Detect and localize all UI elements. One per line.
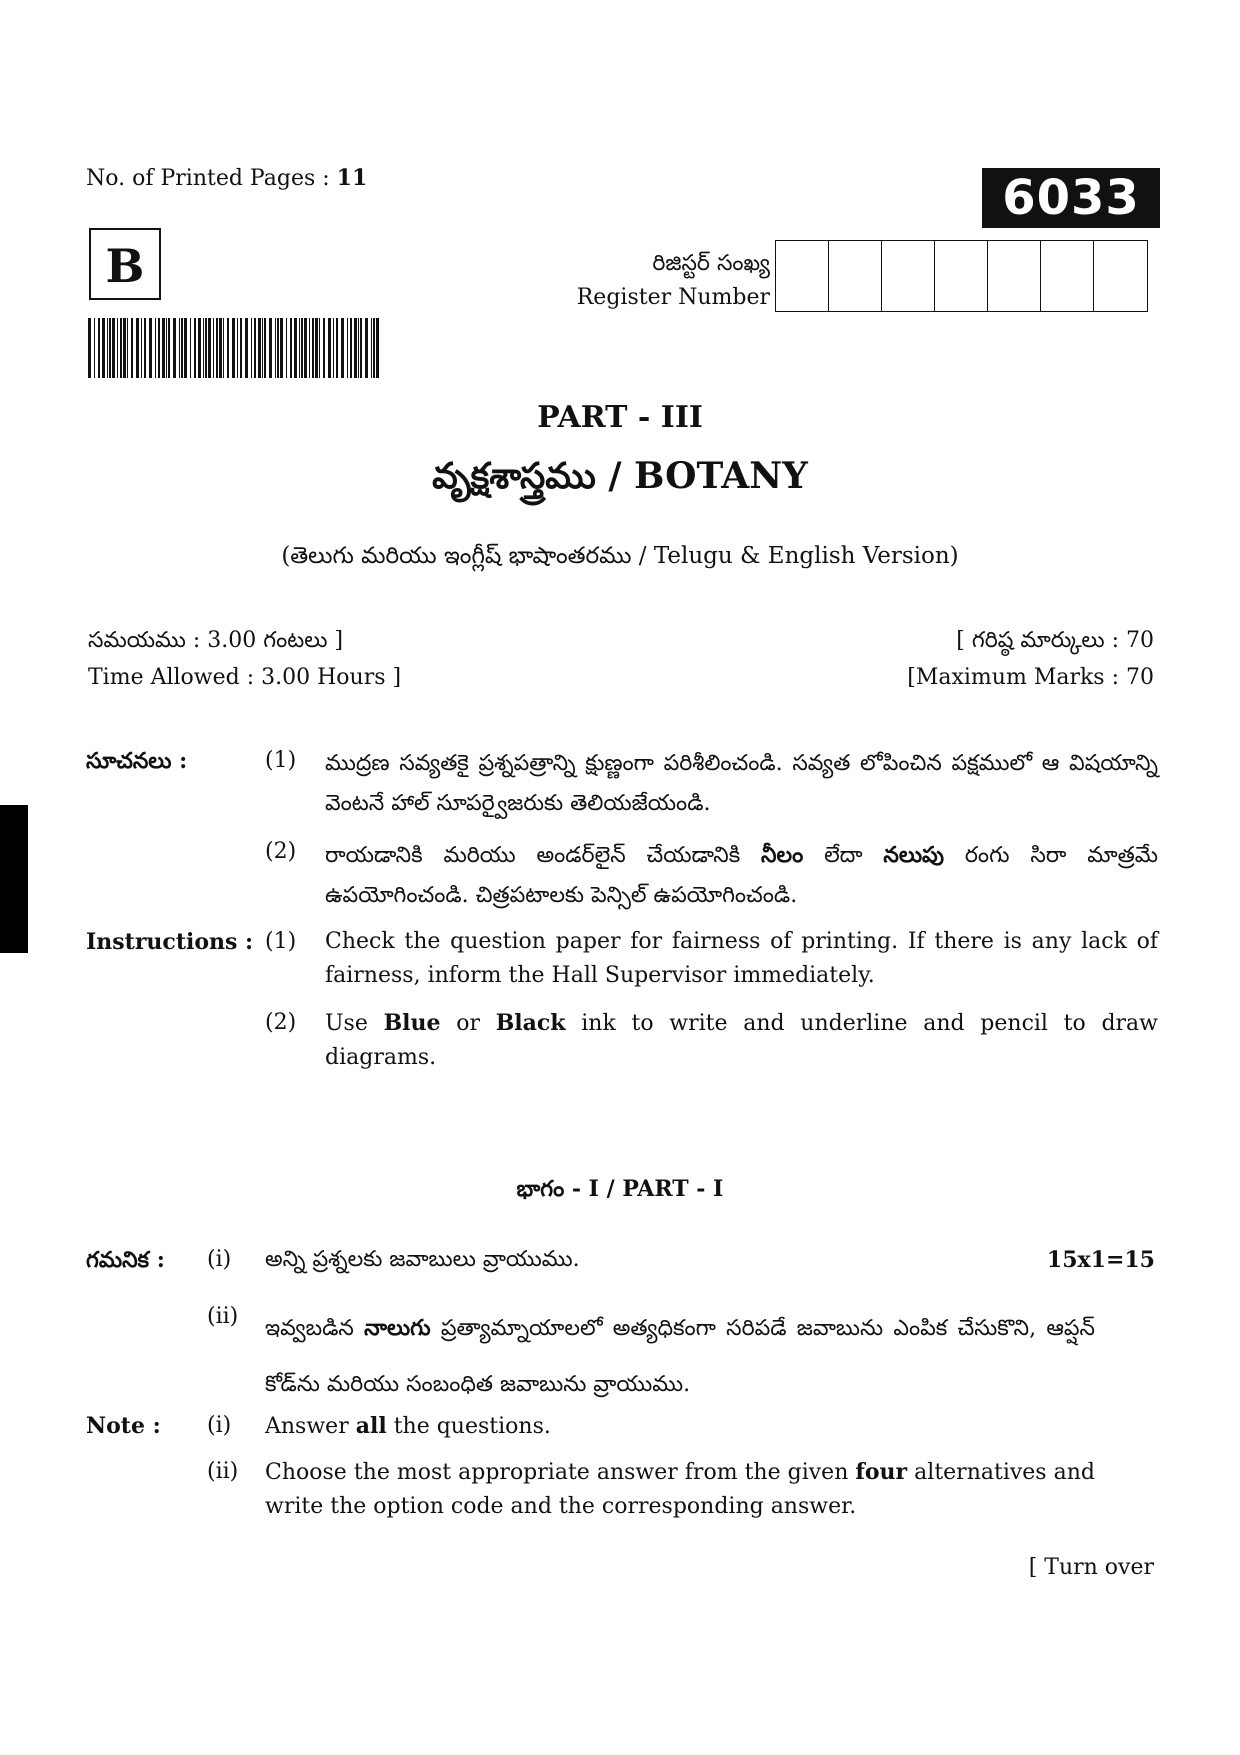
marks-te: [ గరిష్ఠ మార్కులు : 70	[956, 628, 1154, 653]
register-cell[interactable]	[776, 241, 829, 311]
note-en-2-bold-four: four	[855, 1459, 908, 1485]
version-line: (తెలుగు మరియు ఇంగ్లీష్ భాషాంతరము / Telugu & English Version)	[281, 543, 959, 569]
register-cell[interactable]	[988, 241, 1041, 311]
register-cell[interactable]	[1041, 241, 1094, 311]
section-marks: 15x1=15	[1046, 1247, 1155, 1273]
instruction-te-2-text: లేదా	[803, 843, 884, 868]
note-te-1-num: (i)	[207, 1247, 232, 1272]
printed-pages	[86, 165, 367, 191]
note-en-1-text: the questions.	[386, 1414, 551, 1439]
barcode	[88, 318, 384, 378]
part-title: PART - III	[537, 400, 703, 435]
instruction-en-2-bold-blue: Blue	[383, 1010, 441, 1036]
paper-code: 6033	[982, 168, 1160, 228]
instruction-en-1: Check the question paper for fairness of printing. If there is any lack of fairness, inform the Hall Supervisor immediately.	[325, 929, 1158, 988]
time-te: సమయము : 3.00 గంటలు ]	[88, 628, 344, 653]
time-en: Time Allowed : 3.00 Hours ]	[88, 665, 402, 690]
note-en-2-text: alternatives and write the option code and the corresponding answer.	[265, 1460, 1095, 1519]
note-te-2-bold-four: నాలుగు	[364, 1315, 431, 1341]
instruction-te-2-bold-blue: నీలం	[761, 842, 804, 868]
instruction-te-2-text: రంగు సిరా మాత్రమే ఉపయోగించండి. చిత్రపటాలకు పెన్సిల్ ఉపయోగించండి.	[325, 843, 1158, 908]
note-en-label: Note :	[86, 1413, 161, 1439]
instruction-te-2-bold-black: నలుపు	[883, 842, 945, 868]
register-number-grid	[775, 240, 1148, 312]
note-te-label: గమనిక :	[86, 1247, 165, 1273]
note-en-1-text: Answer	[265, 1414, 356, 1439]
note-en-2-num: (ii)	[207, 1459, 239, 1484]
subject-title: వృక్షశాస్త్రము / BOTANY	[432, 455, 808, 497]
instruction-en-2-bold-black: Black	[495, 1010, 566, 1036]
instruction-en-2-text: Use	[325, 1011, 384, 1036]
margin-strip	[0, 805, 28, 953]
register-cell[interactable]	[1094, 241, 1147, 311]
note-te-2-text: ప్రత్యామ్నాయాలలో అత్యధికంగా సరిపడే జవాబును ఎంపిక చేసుకొని, ఆప్షన్ కోడ్‌ను మరియు సంబంధిత జవాబును వ్రాయుము.	[265, 1316, 1095, 1397]
instruction-en-2-num: (2)	[265, 1010, 297, 1035]
printed-pages-label: No. of Printed Pages :	[86, 166, 330, 191]
register-cell[interactable]	[882, 241, 935, 311]
instruction-en-2-text: ink to write and underline and pencil to draw diagrams.	[325, 1011, 1159, 1070]
instruction-te-1-num: (1)	[265, 748, 297, 773]
series-box: B	[89, 228, 161, 300]
note-en-2	[265, 1455, 1095, 1524]
turn-over: [ Turn over	[1028, 1555, 1154, 1580]
instruction-en-1-num: (1)	[265, 929, 297, 954]
note-te-1: అన్ని ప్రశ్నలకు జవాబులు వ్రాయుము.	[265, 1247, 580, 1272]
printed-pages-value: 11	[336, 165, 368, 191]
instructions-te-label: సూచనలు :	[86, 748, 188, 774]
section-heading: భాగం - I / PART - I	[516, 1176, 724, 1202]
instruction-te-1: ముద్రణ సవ్యతకై ప్రశ్నపత్రాన్ని క్షుణ్ణంగా పరిశీలించండి. సవ్యత లోపించిన పక్షములో ఆ విషయాన్ని వెంటనే హాల్ సూపర్వైజరుకు తెలియజేయండి.	[325, 751, 1158, 816]
note-te-2-text: ఇవ్వబడిన	[265, 1316, 365, 1341]
maximum-marks	[907, 622, 1154, 696]
note-en-1-num: (i)	[207, 1413, 232, 1438]
note-en-1-bold-all: all	[355, 1413, 387, 1439]
instruction-te-2	[325, 835, 1158, 916]
register-label	[577, 247, 770, 315]
note-te-2	[265, 1300, 1095, 1413]
note-te-2-num: (ii)	[207, 1304, 239, 1329]
time-allowed	[88, 622, 401, 696]
register-cell[interactable]	[935, 241, 988, 311]
instruction-en-2-text: or	[440, 1011, 496, 1036]
instruction-te-2-num: (2)	[265, 839, 297, 864]
instruction-te-2-text: రాయడానికి మరియు అండర్‌లైన్ చేయడానికి	[325, 843, 762, 868]
note-en-1	[265, 1409, 1095, 1444]
instruction-en-2	[325, 1006, 1158, 1075]
instructions-en-label: Instructions :	[86, 929, 254, 955]
marks-en: [Maximum Marks : 70	[907, 665, 1154, 690]
register-label-te: రిజిస్టర్ సంఖ్య	[652, 251, 770, 276]
note-en-2-text: Choose the most appropriate answer from the given	[265, 1460, 856, 1485]
register-cell[interactable]	[829, 241, 882, 311]
register-label-en: Register Number	[576, 285, 770, 310]
